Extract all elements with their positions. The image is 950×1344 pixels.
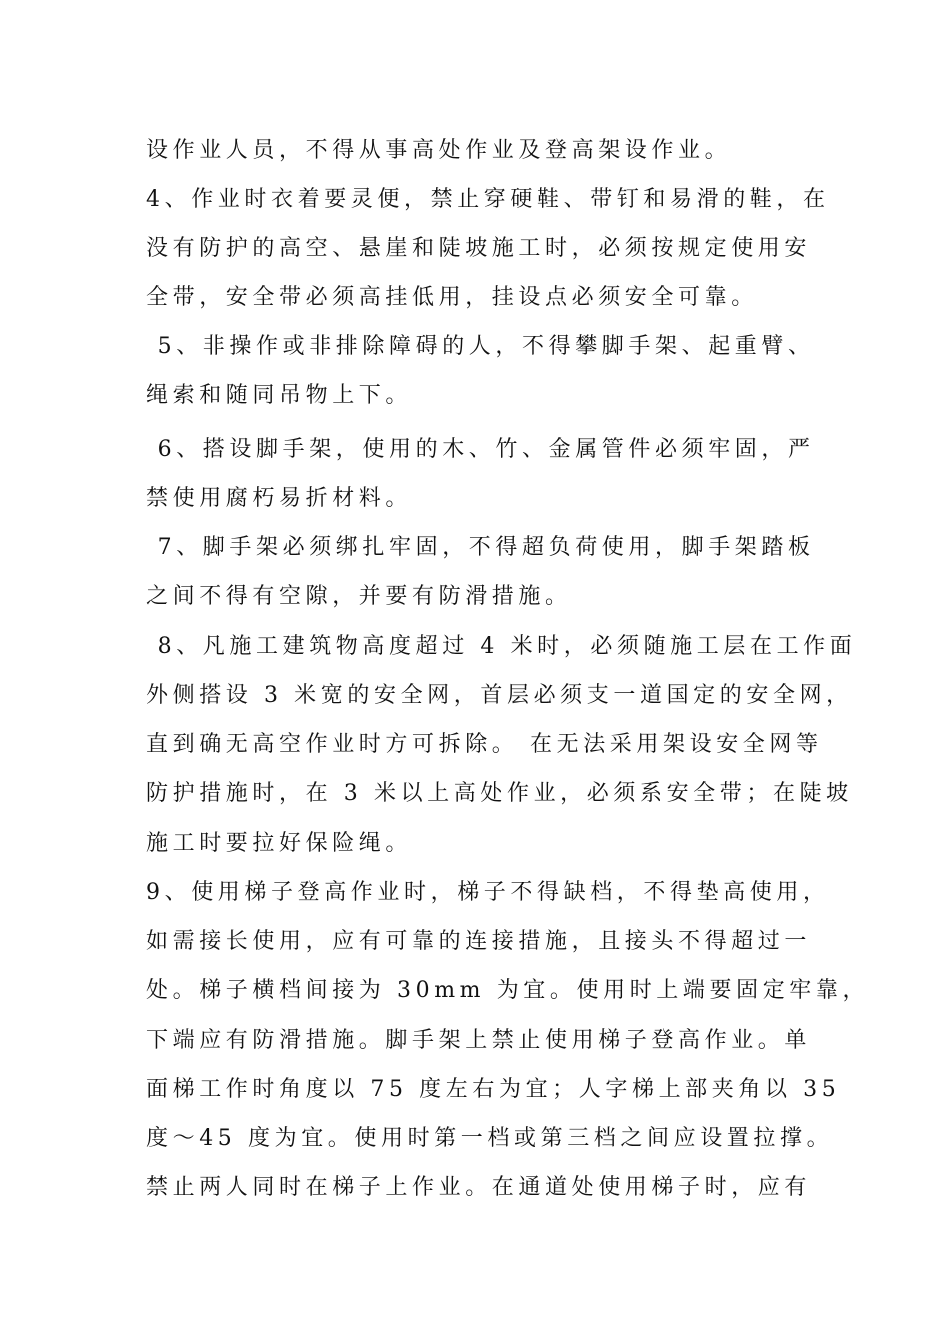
text-line: 下端应有防滑措施。脚手架上禁止使用梯子登高作业。单 (146, 1028, 812, 1053)
text-line: 4、作业时衣着要灵便，禁止穿硬鞋、带钉和易滑的鞋，在 (146, 187, 830, 212)
text-line: 7、脚手架必须绑扎牢固，不得超负荷使用，脚手架踏板 (146, 535, 815, 560)
text-line: 设作业人员，不得从事高处作业及登高架设作业。 (146, 138, 732, 163)
text-line: 外侧搭设 3 米宽的安全网，首层必须支一道国定的安全网， (146, 683, 853, 708)
text-line: 禁止两人同时在梯子上作业。在通道处使用梯子时，应有 (146, 1175, 812, 1200)
text-line: 9、使用梯子登高作业时，梯子不得缺档，不得垫高使用， (146, 880, 830, 905)
text-line: 面梯工作时角度以 75 度左右为宜；人字梯上部夹角以 35 (146, 1077, 841, 1102)
text-line: 处。梯子横档间接为 30mm 为宜。使用时上端要固定牢靠， (146, 978, 870, 1003)
text-line: 如需接长使用，应有可靠的连接措施，且接头不得超过一 (146, 929, 812, 954)
text-line: 禁使用腐朽易折材料。 (146, 486, 413, 511)
text-line: 绳索和随同吊物上下。 (146, 383, 413, 408)
text-line: 全带，安全带必须高挂低用，挂设点必须安全可靠。 (146, 285, 758, 310)
text-line: 6、搭设脚手架，使用的木、竹、金属管件必须牢固，严 (146, 437, 815, 462)
text-line: 防护措施时，在 3 米以上高处作业，必须系安全带；在陡坡 (146, 781, 853, 806)
text-line: 没有防护的高空、悬崖和陡坡施工时，必须按规定使用安 (146, 236, 812, 261)
text-line: 8、凡施工建筑物高度超过 4 米时，必须随施工层在工作面 (146, 634, 857, 659)
text-line: 直到确无高空作业时方可拆除。 在无法采用架设安全网等 (146, 732, 823, 757)
text-line: 度～45 度为宜。使用时第一档或第三档之间应设置拉撑。 (146, 1126, 834, 1151)
text-line: 之间不得有空隙，并要有防滑措施。 (146, 584, 572, 609)
text-line: 施工时要拉好保险绳。 (146, 831, 413, 856)
text-line: 5、非操作或非排除障碍的人，不得攀脚手架、起重臂、 (146, 334, 815, 359)
